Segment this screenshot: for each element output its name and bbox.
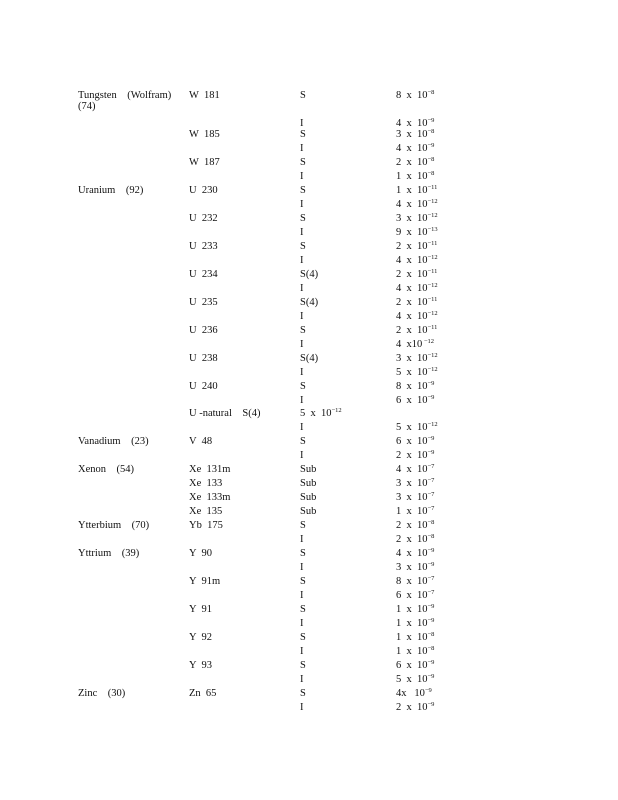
concentration-value-cell xyxy=(396,255,438,268)
element-name-cell-text: Zinc (30) xyxy=(78,688,126,699)
concentration-value-cell-text: 8 x 10 xyxy=(396,576,428,587)
concentration-value-cell-text: 4 x 10 xyxy=(396,464,428,475)
concentration-value-cell-text: 5 x 10 xyxy=(396,367,428,378)
concentration-value-cell-text: 4x 10 xyxy=(396,688,425,699)
solubility-type-cell-text: S xyxy=(300,520,306,531)
solubility-type-cell xyxy=(300,492,316,504)
solubility-type-cell-text: I xyxy=(300,255,304,266)
isotope-cell xyxy=(189,353,218,365)
concentration-value-cell-text: 8 x 10 xyxy=(396,90,428,101)
concentration-value-cell-text: 4 x 10 xyxy=(396,255,428,266)
solubility-type-cell-text: I xyxy=(300,118,304,129)
isotope-cell xyxy=(189,632,212,644)
solubility-type-cell xyxy=(300,311,304,323)
isotope-cell xyxy=(189,408,260,420)
concentration-value-cell-exponent: −9 xyxy=(427,547,435,554)
solubility-type-cell xyxy=(300,548,306,560)
concentration-value-cell xyxy=(396,143,434,156)
concentration-value-cell xyxy=(396,450,434,463)
solubility-type-cell-text: I xyxy=(300,590,304,601)
isotope-cell xyxy=(189,129,220,141)
concentration-value-cell-text: 3 x 10 xyxy=(396,353,428,364)
solubility-type-cell-text: I xyxy=(300,562,304,573)
solubility-type-cell-text: S xyxy=(300,129,306,140)
concentration-value-cell xyxy=(396,632,434,645)
isotope-cell-text: Xe 135 xyxy=(189,506,223,517)
concentration-value-cell-exponent: −8 xyxy=(427,170,435,177)
element-name-cell xyxy=(78,436,149,448)
solubility-type-cell-text: S xyxy=(300,632,306,643)
solubility-type-cell-text: S xyxy=(300,436,306,447)
concentration-value-cell-exponent: −7 xyxy=(427,477,435,484)
solubility-type-cell-text: Sub xyxy=(300,506,317,517)
isotope-cell-text: U 234 xyxy=(189,269,218,280)
solubility-type-cell xyxy=(300,367,304,379)
concentration-value-cell-exponent: −8 xyxy=(427,631,435,638)
isotope-cell-text: U 233 xyxy=(189,241,218,252)
solubility-type-cell xyxy=(300,618,304,630)
solubility-type-cell xyxy=(300,269,318,281)
concentration-value-cell xyxy=(396,185,437,198)
concentration-value-cell xyxy=(396,436,434,449)
solubility-type-cell xyxy=(300,157,306,169)
concentration-value-cell-text: 2 x 10 xyxy=(396,520,428,531)
element-name-cell-text: Xenon (54) xyxy=(78,464,134,475)
solubility-type-cell-text: S(4) xyxy=(300,269,319,280)
concentration-value-cell-text: 4 x 10 xyxy=(396,548,428,559)
concentration-value-cell xyxy=(396,395,434,408)
concentration-value-cell-exponent: −11 xyxy=(427,184,438,191)
isotope-cell xyxy=(189,478,222,490)
isotope-cell xyxy=(189,520,223,532)
concentration-value-cell xyxy=(396,604,434,617)
concentration-value-cell-exponent: −8 xyxy=(427,645,435,652)
solubility-type-cell xyxy=(300,422,304,434)
isotope-cell-text: U 236 xyxy=(189,325,218,336)
concentration-value-cell-exponent: −9 xyxy=(427,561,435,568)
isotope-cell-text: Y 90 xyxy=(189,548,212,559)
concentration-value-cell-text: 2 x 10 xyxy=(396,241,428,252)
solubility-type-cell xyxy=(300,297,318,309)
concentration-value-cell-exponent: −12 xyxy=(427,366,438,373)
element-name-cell-text: Vanadium (23) xyxy=(78,436,149,447)
solubility-type-cell xyxy=(300,478,316,490)
isotope-cell-text: U 235 xyxy=(189,297,218,308)
concentration-value-cell-text: 2 x 10 xyxy=(396,325,428,336)
isotope-cell xyxy=(189,90,220,102)
solubility-type-cell-text: I xyxy=(300,171,304,182)
concentration-value-cell-exponent: −8 xyxy=(427,533,435,540)
element-name-cell-text: Yttrium (39) xyxy=(78,548,140,559)
concentration-value-cell xyxy=(396,646,434,659)
solubility-type-cell xyxy=(300,632,306,644)
concentration-value-cell-text: 2 x 10 xyxy=(396,297,428,308)
concentration-value-cell-exponent: −12 xyxy=(422,338,435,345)
concentration-value-cell xyxy=(396,213,438,226)
solubility-type-cell xyxy=(300,227,304,239)
isotope-cell-text: U 240 xyxy=(189,381,218,392)
solubility-type-cell-text: I xyxy=(300,646,304,657)
solubility-type-cell xyxy=(300,436,306,448)
element-name-cell xyxy=(78,520,149,532)
concentration-value-cell-exponent: −9 xyxy=(427,449,435,456)
solubility-type-cell xyxy=(300,562,304,574)
isotope-cell xyxy=(189,381,218,393)
concentration-value-cell-exponent: −13 xyxy=(427,226,438,233)
concentration-value-cell-exponent: −7 xyxy=(427,589,435,596)
concentration-value-cell xyxy=(396,492,434,505)
isotope-cell-text: W 187 xyxy=(189,157,220,168)
element-name-cell xyxy=(78,185,143,197)
isotope-cell xyxy=(189,213,218,225)
isotope-cell xyxy=(189,269,218,281)
isotope-cell-text: Xe 133m xyxy=(189,492,231,503)
concentration-value-cell-text: 1 x 10 xyxy=(396,604,428,615)
solubility-type-cell-text: I xyxy=(300,422,304,433)
solubility-type-cell xyxy=(300,353,318,365)
concentration-value-cell-exponent: −11 xyxy=(427,296,438,303)
solubility-type-cell xyxy=(300,646,304,658)
concentration-value-cell-text: 1 x 10 xyxy=(396,506,428,517)
concentration-value-cell xyxy=(396,478,434,491)
concentration-value-cell-text: 4 x 10 xyxy=(396,311,428,322)
concentration-value-cell-text: 2 x 10 xyxy=(396,534,428,545)
concentration-value-cell-text: 4 x 10 xyxy=(396,199,428,210)
solubility-type-cell xyxy=(300,506,316,518)
isotope-cell xyxy=(189,660,212,672)
concentration-value-cell-exponent: −12 xyxy=(427,198,438,205)
solubility-type-cell-text: Sub xyxy=(300,492,317,503)
concentration-value-cell-text: 2 x 10 xyxy=(396,450,428,461)
concentration-value-cell-exponent: −9 xyxy=(427,701,435,708)
solubility-type-cell-text: I xyxy=(300,199,304,210)
concentration-value-cell xyxy=(396,464,434,477)
solubility-type-cell xyxy=(300,255,304,267)
element-name-cell xyxy=(78,101,96,113)
concentration-value-cell-exponent: −7 xyxy=(427,463,435,470)
concentration-value-cell xyxy=(396,269,437,282)
isotope-cell xyxy=(189,185,218,197)
solubility-type-cell-text: I xyxy=(300,450,304,461)
solubility-type-cell xyxy=(300,450,304,462)
concentration-value-cell xyxy=(396,227,438,240)
concentration-value-cell-exponent: −9 xyxy=(427,142,435,149)
concentration-value-cell-exponent: −11 xyxy=(427,240,438,247)
concentration-value-cell-text: 1 x 10 xyxy=(396,646,428,657)
concentration-value-cell-exponent: −12 xyxy=(427,352,438,359)
concentration-value-cell xyxy=(396,90,434,103)
concentration-value-cell xyxy=(396,534,434,547)
isotope-cell xyxy=(189,241,218,253)
concentration-value-cell-exponent: −9 xyxy=(424,687,432,694)
solubility-type-cell xyxy=(300,660,306,672)
solubility-type-cell-text: I xyxy=(300,702,304,713)
solubility-type-cell xyxy=(300,520,306,532)
concentration-value-cell-text: 4 x 10 xyxy=(396,143,428,154)
concentration-value-cell xyxy=(396,311,438,324)
isotope-cell-text: W 181 xyxy=(189,90,220,101)
solubility-type-cell-text: S xyxy=(300,90,306,101)
solubility-type-cell-text: I xyxy=(300,367,304,378)
concentration-value-cell-text: 2 x 10 xyxy=(396,157,428,168)
concentration-value-cell xyxy=(396,157,434,170)
concentration-value-cell xyxy=(396,590,434,603)
solubility-type-cell xyxy=(300,590,304,602)
isotope-cell xyxy=(189,604,212,616)
concentration-value-cell-exponent: −8 xyxy=(427,128,435,135)
concentration-value-cell xyxy=(396,562,434,575)
solubility-type-cell-text: I xyxy=(300,311,304,322)
solubility-type-cell-text: S xyxy=(300,604,306,615)
solubility-type-cell xyxy=(300,129,306,141)
concentration-value-cell-text: 4 x10 xyxy=(396,339,423,350)
concentration-value-cell-exponent: −12 xyxy=(427,310,438,317)
solubility-type-cell-text: S xyxy=(300,548,306,559)
solubility-type-cell xyxy=(300,395,304,407)
concentration-value-cell-exponent: −9 xyxy=(427,117,435,124)
isotope-cell xyxy=(189,157,220,169)
concentration-value-cell-exponent: −7 xyxy=(427,575,435,582)
concentration-value-cell xyxy=(396,325,437,338)
solubility-type-cell-text: I xyxy=(300,674,304,685)
concentration-value-cell-text: 3 x 10 xyxy=(396,129,428,140)
solubility-type-cell xyxy=(300,534,304,546)
solubility-type-cell xyxy=(300,408,342,421)
solubility-type-cell-text: I xyxy=(300,283,304,294)
solubility-type-cell-text: S xyxy=(300,157,306,168)
concentration-value-cell-text: 1 x 10 xyxy=(396,171,428,182)
isotope-cell-text: U -natural S(4) xyxy=(189,408,261,419)
element-name-cell-text: Tungsten (Wolfram) xyxy=(78,90,172,101)
concentration-value-cell-exponent: −7 xyxy=(427,505,435,512)
element-name-cell xyxy=(78,688,125,700)
solubility-type-cell xyxy=(300,185,306,197)
concentration-value-cell-exponent: −12 xyxy=(427,254,438,261)
solubility-type-cell xyxy=(300,688,306,700)
isotope-cell-text: Xe 131m xyxy=(189,464,231,475)
concentration-value-cell-text: 3 x 10 xyxy=(396,478,428,489)
solubility-type-cell xyxy=(300,143,304,155)
concentration-value-cell-exponent: −9 xyxy=(427,435,435,442)
solubility-type-cell-text: S xyxy=(300,213,306,224)
concentration-value-cell-text: 3 x 10 xyxy=(396,562,428,573)
solubility-type-cell-text: I xyxy=(300,227,304,238)
solubility-type-cell-text: S xyxy=(300,660,306,671)
concentration-value-cell xyxy=(396,576,434,589)
solubility-type-cell xyxy=(300,90,306,102)
isotope-cell-text: Xe 133 xyxy=(189,478,223,489)
concentration-value-cell-exponent: −9 xyxy=(427,659,435,666)
concentration-value-cell-text: 1 x 10 xyxy=(396,185,428,196)
solubility-type-cell-exponent: −12 xyxy=(331,407,342,414)
solubility-type-cell xyxy=(300,381,306,393)
isotope-cell-text: U 232 xyxy=(189,213,218,224)
concentration-value-cell-text: 1 x 10 xyxy=(396,632,428,643)
concentration-value-cell-exponent: −8 xyxy=(427,89,435,96)
concentration-value-cell-text: 6 x 10 xyxy=(396,660,428,671)
isotope-cell xyxy=(189,506,222,518)
solubility-type-cell xyxy=(300,241,306,253)
concentration-value-cell-exponent: −12 xyxy=(427,282,438,289)
concentration-value-cell-exponent: −9 xyxy=(427,603,435,610)
solubility-type-cell-text: S(4) xyxy=(300,353,319,364)
concentration-value-cell xyxy=(396,674,434,687)
concentration-value-cell-text: 9 x 10 xyxy=(396,227,428,238)
concentration-value-cell-text: 4 x 10 xyxy=(396,283,428,294)
solubility-type-cell-text: I xyxy=(300,143,304,154)
element-name-cell-text: Ytterbium (70) xyxy=(78,520,150,531)
concentration-value-cell xyxy=(396,353,438,366)
concentration-value-cell-text: 6 x 10 xyxy=(396,436,428,447)
concentration-value-cell xyxy=(396,367,438,380)
concentration-value-cell xyxy=(396,129,434,142)
solubility-type-cell xyxy=(300,325,306,337)
concentration-value-cell-text: 2 x 10 xyxy=(396,702,428,713)
isotope-cell-text: U 230 xyxy=(189,185,218,196)
concentration-value-cell-exponent: −8 xyxy=(427,519,435,526)
solubility-type-cell-text: Sub xyxy=(300,464,317,475)
element-name-cell-text: Uranium (92) xyxy=(78,185,144,196)
concentration-value-cell xyxy=(396,283,438,296)
isotope-cell xyxy=(189,548,212,560)
isotope-cell-text: Yb 175 xyxy=(189,520,223,531)
isotope-cell-text: Y 91 xyxy=(189,604,212,615)
concentration-value-cell-text: 1 x 10 xyxy=(396,618,428,629)
solubility-type-cell xyxy=(300,674,304,686)
solubility-type-cell xyxy=(300,702,304,714)
isotope-cell-text: Zn 65 xyxy=(189,688,217,699)
concentration-value-cell-text: 3 x 10 xyxy=(396,213,428,224)
solubility-type-cell-text: S xyxy=(300,241,306,252)
solubility-type-cell xyxy=(300,213,306,225)
solubility-type-cell-text: S xyxy=(300,576,306,587)
concentration-value-cell-exponent: −9 xyxy=(427,617,435,624)
concentration-value-cell-exponent: −11 xyxy=(427,268,438,275)
isotope-cell-text: Y 91m xyxy=(189,576,221,587)
concentration-value-cell-exponent: −9 xyxy=(427,380,435,387)
concentration-value-cell-exponent: −9 xyxy=(427,394,435,401)
solubility-type-cell-text: I xyxy=(300,618,304,629)
isotope-cell xyxy=(189,325,218,337)
concentration-value-cell-exponent: −12 xyxy=(427,421,438,428)
solubility-type-cell-text: S xyxy=(300,381,306,392)
concentration-value-cell-exponent: −7 xyxy=(427,491,435,498)
isotope-cell xyxy=(189,576,220,588)
concentration-value-cell-text: 8 x 10 xyxy=(396,381,428,392)
concentration-value-cell-exponent: −8 xyxy=(427,156,435,163)
solubility-type-cell-text: S xyxy=(300,185,306,196)
element-name-cell xyxy=(78,464,134,476)
solubility-type-cell-text: Sub xyxy=(300,478,317,489)
concentration-value-cell xyxy=(396,422,438,435)
concentration-value-cell xyxy=(396,199,438,212)
element-name-cell xyxy=(78,548,139,560)
solubility-type-cell xyxy=(300,464,316,476)
element-name-cell-text: (74) xyxy=(78,101,96,112)
isotope-cell-text: V 48 xyxy=(189,436,213,447)
solubility-type-cell-text: S xyxy=(300,325,306,336)
isotope-cell-text: Y 92 xyxy=(189,632,212,643)
concentration-value-cell-text: 3 x 10 xyxy=(396,492,428,503)
solubility-type-cell xyxy=(300,339,304,351)
isotope-cell xyxy=(189,464,230,476)
isotope-cell xyxy=(189,688,216,700)
isotope-cell xyxy=(189,436,212,448)
concentration-value-cell xyxy=(396,506,434,519)
concentration-value-cell-text: 6 x 10 xyxy=(396,395,428,406)
concentration-value-cell-text: 6 x 10 xyxy=(396,590,428,601)
isotope-cell xyxy=(189,297,218,309)
concentration-value-cell xyxy=(396,171,434,184)
concentration-value-cell xyxy=(396,548,434,561)
isotope-cell-text: Y 93 xyxy=(189,660,212,671)
concentration-value-cell-text: 5 x 10 xyxy=(396,674,428,685)
concentration-value-cell xyxy=(396,241,437,254)
concentration-value-cell xyxy=(396,381,434,394)
solubility-type-cell-text: I xyxy=(300,395,304,406)
isotope-cell xyxy=(189,492,230,504)
concentration-value-cell-exponent: −9 xyxy=(427,673,435,680)
concentration-value-cell xyxy=(396,702,434,715)
concentration-value-cell xyxy=(396,660,434,673)
solubility-type-cell-text: S xyxy=(300,688,306,699)
concentration-value-cell-exponent: −12 xyxy=(427,212,438,219)
solubility-type-cell xyxy=(300,171,304,183)
solubility-type-cell-text: 5 x 10 xyxy=(300,408,332,419)
isotope-cell-text: W 185 xyxy=(189,129,220,140)
solubility-type-cell-text: S(4) xyxy=(300,297,319,308)
solubility-type-cell xyxy=(300,283,304,295)
solubility-type-cell-text: I xyxy=(300,534,304,545)
solubility-type-cell xyxy=(300,199,304,211)
concentration-value-cell-exponent: −11 xyxy=(427,324,438,331)
concentration-value-cell xyxy=(396,297,437,310)
concentration-value-cell xyxy=(396,520,434,533)
solubility-type-cell xyxy=(300,604,306,616)
concentration-value-cell xyxy=(396,339,434,352)
isotope-cell-text: U 238 xyxy=(189,353,218,364)
concentration-value-cell-text: 4 x 10 xyxy=(396,118,428,129)
concentration-value-cell xyxy=(396,688,432,701)
concentration-value-cell-text: 2 x 10 xyxy=(396,269,428,280)
concentration-value-cell-text: 5 x 10 xyxy=(396,422,428,433)
concentration-value-cell xyxy=(396,618,434,631)
solubility-type-cell xyxy=(300,576,306,588)
solubility-type-cell-text: I xyxy=(300,339,304,350)
